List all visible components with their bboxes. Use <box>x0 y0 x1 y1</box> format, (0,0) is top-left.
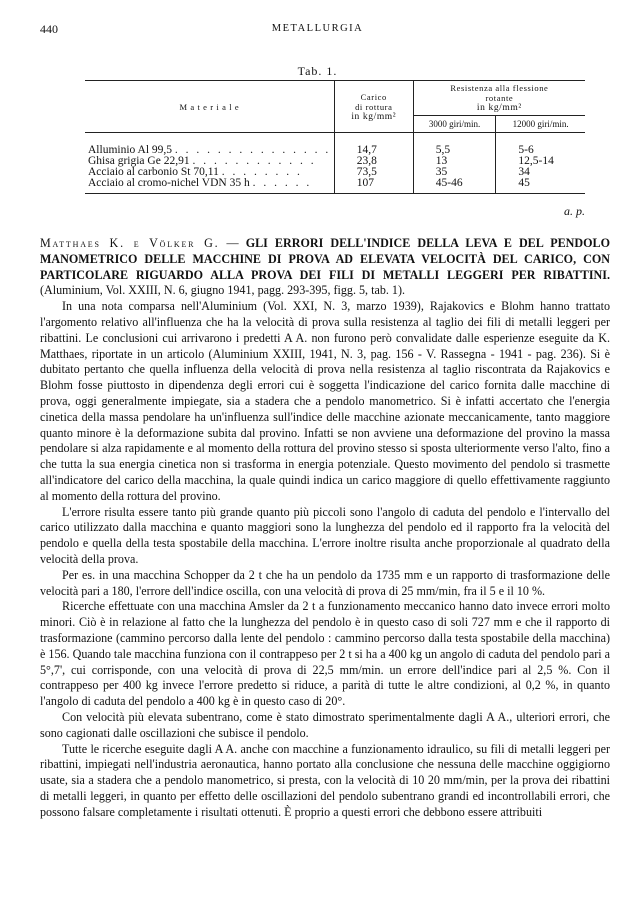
page-header <box>40 22 595 38</box>
running-title: METALLURGIA <box>271 23 364 34</box>
col-resistance-header: Resistenza alla flessione rotante in kg/mm² <box>413 81 585 116</box>
article-title: GLI ERRORI DELL'INDICE DELLA LEVA E DEL PENDOLO MANOMETRICO DELLE MACCHINE DI PROVA AD ELEVATA VELOCITÀ DEL CARICO, CON PARTICOLARE RIGUARDO ALLA PROVA DEI FILI DI METALLI LEGGERI PER RIBATTINI. <box>40 236 611 282</box>
res-12000-value: 5-6 <box>496 133 585 157</box>
material-name: Acciaio al carbonio St 70,11 <box>88 166 219 178</box>
load-value: 73,5 <box>334 167 413 178</box>
article-citation: (Aluminium, Vol. XXIII, N. 6, giugno 1941, pagg. 293-395, figg. 5, tab. 1). <box>40 283 406 298</box>
article-authors: Matthaes K. e Völker G. <box>40 236 220 250</box>
paragraph: Ricerche effettuate con una macchina Amsler da 2 t a funzionamento meccanico hanno dato invece errori molto minori. Ciò è in relazione al fatto che la lunghezza del pendolo è in questo caso di soli 727 mm e che il rapporto di trasformazione (cammino percorso dalla lente del pendolo : cammino percorso dalla testa spostabile della macchina) è 156. Quando tale macchina funziona con il contrappeso per 2 t si ha a 400 kg un angolo di caduta del pendolo pari a 5°,7', cui corrisponde, con una velocità di prova di 22,5 mm/min. un errore dell'indice pari al 2,5 %. Con il contrappeso per 400 kg invece l'errore predetto si riduce, a parità di tutte le altre condizioni, al 0,2 %, in quanto l'angolo di caduta del pendolo a 400 kg è in questo caso di 20°. <box>40 599 610 709</box>
paragraph: Per es. in una macchina Schopper da 2 t che ha un pendolo da 1735 mm e un rapporto di trasformazione delle velocità pari a 180, l'errore dell'indice oscilla, con una velocità di prova di 25 mm/min, fra il 5 e il 10 %. <box>40 567 610 598</box>
data-table <box>85 80 585 194</box>
article-heading: Matthaes K. e Völker G. — GLI ERRORI DELL'INDICE DELLA LEVA E DEL PENDOLO MANOMETRICO DELLE MACCHINE DI PROVA AD ELEVATA VELOCITÀ DEL CARICO, CON PARTICOLARE RIGUARDO ALLA PROVA DEI FILI DI METALLI LEGGERI PER RIBATTINI. (Aluminium, Vol. XXIII, N. 6, giugno 1941, pagg. 293-395, figg. 5, tab. 1). <box>40 236 611 298</box>
res-12000-value: 34 <box>496 167 585 178</box>
paragraph: Tutte le ricerche eseguite dagli A A. anche con macchine a funzionamento idraulico, su fili di metalli leggeri per ribattini, impiegati nell'industria aeronautica, hanno portato alla conclusione che nessuna delle macchine oggigiorno usate, sia a stadera che a pendolo manometrico, si presta, con la velocità di 10 20 mm/min, per la prova dei ribattini di metalli leggeri, in quanto per effetto delle oscillazioni del pendolo subentrano grandi ed incontrollabili errori, che possono falsare completamente i risultati ottenuti. È proprio a questi errori che debbono essere attribuiti <box>40 741 610 819</box>
paragraph: L'errore risulta essere tanto più grande quanto più piccoli sono l'angolo di caduta del pendolo e l'intervallo del carico utilizzato dalla macchina e quanto maggiori sono la lunghezza del pendolo ed il rapporto fra la velocità del pendolo e quella della testa spostabile della macchina. L'errore inoltre risulta anche proporzionale al quadrato della velocità della prova. <box>40 504 610 566</box>
res-3000-value: 45-46 <box>413 178 496 194</box>
material-name: Acciaio al cromo-nichel VDN 35 h <box>88 177 250 189</box>
material-name: Alluminio Al 99,5 <box>88 144 173 156</box>
col-load-header: Carico di rottura in kg/mm² <box>334 81 413 133</box>
load-value: 23,8 <box>334 156 413 167</box>
table-row: Ghisa grigia Ge 22,91 . . . . . . . . . . . . 23,8 13 12,5-14 <box>85 156 585 167</box>
res-12000-value: 45 <box>496 178 585 194</box>
table-row: Acciaio al cromo-nichel VDN 35 h . . . . . . 107 45-46 45 <box>85 178 585 194</box>
res-3000-value: 35 <box>413 167 496 178</box>
paragraph: In una nota comparsa nell'Aluminium (Vol. XXI, N. 3, marzo 1939), Rajakovics e Blohm hanno trattato l'argomento relativo all'influenza che ha la velocità di prova sulla resistenza al taglio dei fili di metalli leggeri per ribattini. Le conclusioni cui arrivarono i predetti A A. non furono però convalidate dalle esperienze eseguite da K. Matthaes, riportate in un articolo (Aluminium XXIII, 1941, N. 3, pag. 156 - V. Rassegna - 1941 - pag. 236). Si è dubitato pertanto che quella influenza della velocità di prova nella resistenza al taglio riscontrata da Rajakovics e Blohm fosse piuttosto in dipendenza degli errori cui è soggetta l'indicazione del carico fornita dalle macchine di prova, oggi generalmente impiegate, sia a stadera che a pendolo manometrico. Si è infatti accertato che l'energia cinetica della massa pendolare ha un'influenza sull'indice delle macchine azionate meccanicamente, tanto maggiore quanto minore è la deformazione subita dal provino. Infatti se non avviene una deformazione del provino la massa pendolare si alza rapidamente e al momento della rottura del provino stesso si sposta ulteriormente verso l'alto, fino a che tutta la sua energia cinetica non si trasforma in energia potenziale. Questo movimento del pendolo si trasmette all'indicatore del carico della macchina, la quale quindi indica un carico maggiore di quello effettivamente raggiunto al momento della rottura del provino. <box>40 299 610 503</box>
res-12000-value: 12,5-14 <box>496 156 585 167</box>
col-12000-header: 12000 giri/min. <box>496 116 585 133</box>
col-material-header: M a t e r i a l e <box>85 81 334 133</box>
load-value: 14,7 <box>334 133 413 157</box>
table-row: Alluminio Al 99,5 . . . . . . . . . . . . . . . 14,7 5,5 5-6 <box>85 133 585 157</box>
article-body <box>40 236 610 820</box>
res-3000-value: 13 <box>413 156 496 167</box>
paragraph: Con velocità più elevata subentrano, come è stato dimostrato sperimentalmente dagli A A., ulteriori errori, che sono cagionati dalle oscillazioni che subisce il pendolo. <box>40 709 610 740</box>
table-signature: a. p. <box>564 204 585 218</box>
page-number: 440 <box>40 22 58 36</box>
col-3000-header: 3000 giri/min. <box>413 116 496 133</box>
table-caption: Tab. 1. <box>297 64 338 78</box>
table-row: Acciaio al carbonio St 70,11 . . . . . . . . 73,5 35 34 <box>85 167 585 178</box>
material-name: Ghisa grigia Ge 22,91 <box>88 155 190 167</box>
res-3000-value: 5,5 <box>413 133 496 157</box>
load-value: 107 <box>334 178 413 194</box>
